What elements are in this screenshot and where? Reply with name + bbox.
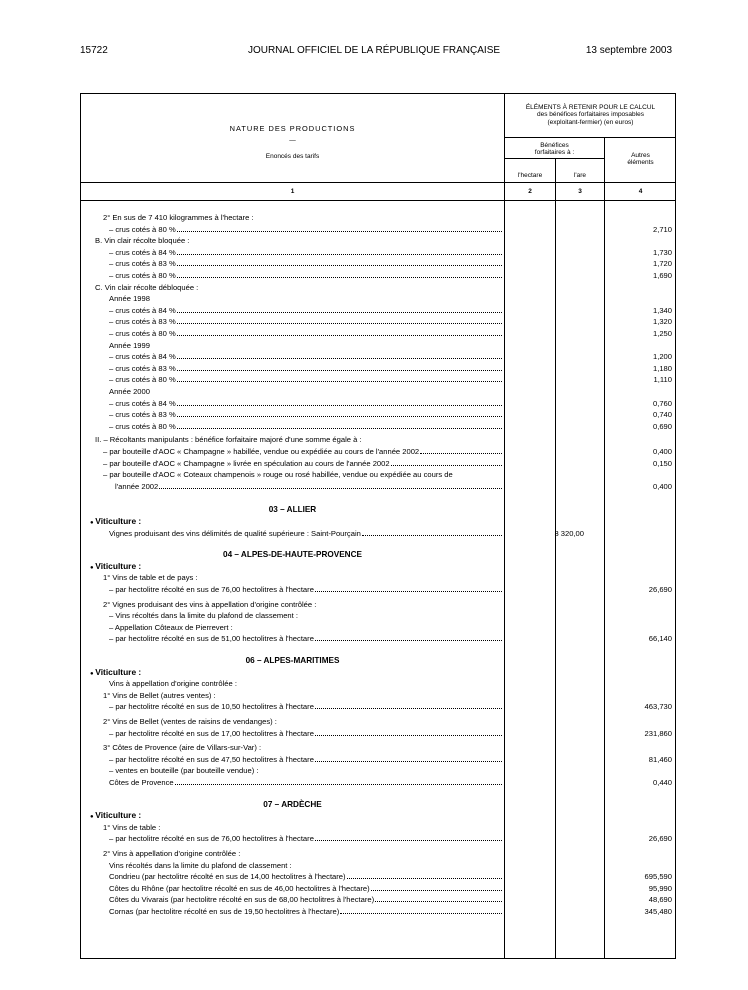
row-text: Côtes du Vivarais (par hectolitre récolté en sus de 68,00 hectolitres à l'hectare): [109, 895, 375, 905]
other-element-value: 0,760: [652, 398, 672, 408]
row-label: [109, 833, 502, 845]
row-text: B. Vin clair récolte bloquée :: [95, 236, 190, 246]
row-label: [103, 690, 521, 702]
row-label: [109, 728, 502, 740]
row-label: [109, 374, 502, 386]
column-number-1: 1: [290, 188, 295, 195]
benefices-heading: [505, 142, 604, 157]
table-row: [81, 224, 677, 236]
hectare-heading: l'hectare: [517, 172, 543, 179]
department-heading: [81, 655, 677, 667]
table-row: [81, 894, 677, 906]
row-label: [109, 386, 521, 398]
nature-heading: NATURE DES PRODUCTIONS: [229, 124, 356, 133]
table-row: [81, 871, 677, 883]
table-row: [81, 421, 677, 433]
bullet-icon: ●: [90, 520, 96, 526]
dot-leader: [177, 328, 502, 336]
row-label: [103, 848, 521, 860]
dot-leader: [175, 777, 502, 785]
journal-title: JOURNAL OFFICIEL DE LA RÉPUBLIQUE FRANÇAISE: [247, 45, 501, 56]
column-number-2: 2: [528, 188, 532, 195]
row-text: – par hectolitre récolté en sus de 10,50 hectolitres à l'hectare: [109, 702, 314, 712]
dot-leader: [347, 871, 502, 879]
other-element-value: 1,730: [652, 247, 672, 257]
enonces-heading: Enoncés des tarifs: [265, 153, 320, 160]
table-row: [81, 622, 677, 634]
row-label: [109, 316, 502, 328]
table-row: [81, 446, 677, 458]
row-text: – par bouteille d'AOC « Champagne » habillée, vendue ou expédiée au cours de l'année 2002: [103, 447, 420, 456]
tariff-table: [80, 93, 676, 959]
row-text: – crus cotés à 80 %: [109, 375, 176, 385]
row-text: 2° Vins de Bellet (ventes de raisins de vendanges) :: [103, 717, 277, 726]
table-row: [81, 860, 677, 872]
bullet-icon: ●: [90, 564, 96, 571]
publication-date: 13 septembre 2003: [585, 45, 672, 56]
table-row: [81, 678, 677, 690]
other-element-value: 0,440: [652, 778, 672, 787]
row-text: – crus cotés à 80 %: [109, 421, 176, 431]
row-label: [115, 481, 502, 493]
section-heading: [81, 561, 677, 573]
other-element-value: 463,730: [644, 702, 672, 712]
row-text: – Appellation Côteaux de Pierrevert :: [109, 622, 233, 632]
row-text: l'année 2002: [115, 481, 159, 491]
row-label: [103, 469, 521, 481]
row-label: [109, 610, 521, 622]
other-element-value: 0,690: [652, 421, 672, 431]
table-row: [81, 235, 677, 247]
dot-leader: [177, 398, 502, 406]
row-label: [109, 860, 521, 872]
row-label: [109, 247, 502, 259]
table-row: [81, 906, 677, 918]
dot-leader: [177, 316, 502, 324]
department-title: 06 – ALPES-MARITIMES: [245, 656, 340, 665]
row-label: [103, 599, 521, 611]
row-text: Année 1998: [109, 294, 150, 304]
row-label: [103, 716, 521, 728]
dot-leader: [315, 833, 502, 841]
other-element-value: 95,990: [648, 883, 672, 893]
table-row: [81, 883, 677, 895]
row-label: [109, 328, 502, 340]
row-text: – crus cotés à 84 %: [109, 352, 176, 362]
row-label: [109, 765, 521, 777]
other-element-value: 1,320: [652, 317, 672, 327]
column-number-4: 4: [638, 188, 643, 195]
row-label: [109, 883, 502, 895]
row-label: [109, 622, 521, 634]
other-element-value: 231,860: [644, 728, 672, 738]
heading-dash: —: [289, 137, 296, 144]
dot-leader: [159, 481, 502, 489]
row-text: II. – Récoltants manipulants : bénéfice forfaitaire majoré d'une somme égale à :: [95, 435, 362, 445]
header-rule: [504, 158, 604, 159]
row-text: – par hectolitre récolté en sus de 51,00 hectolitres à l'hectare: [109, 634, 314, 644]
row-label: [109, 871, 502, 883]
dot-leader: [371, 883, 502, 891]
row-text: – crus cotés à 84 %: [109, 305, 176, 315]
row-text: – par hectolitre récolté en sus de 17,00 hectolitres à l'hectare: [109, 728, 314, 738]
row-text: – Vins récoltés dans la limite du plafond de classement :: [109, 611, 298, 621]
bullet-icon: ●: [90, 814, 96, 821]
section-heading: [81, 810, 677, 822]
row-text: 1° Vins de table :: [103, 822, 161, 832]
row-label: [109, 777, 502, 789]
row-text: Année 2000: [109, 387, 150, 396]
other-element-value: 1,340: [652, 305, 672, 315]
dot-leader: [177, 421, 502, 429]
row-label: [109, 701, 502, 713]
other-element-value: 0,400: [652, 481, 672, 491]
section-heading: [81, 516, 677, 528]
dot-leader: [315, 701, 502, 709]
row-label: [103, 742, 521, 754]
header-rule: [504, 137, 676, 138]
dot-leader: [315, 728, 502, 736]
row-text: Vins à appellation d'origine contrôlée :: [109, 679, 237, 689]
dot-leader: [177, 363, 502, 371]
table-row: [81, 777, 677, 789]
other-element-value: 26,690: [648, 585, 672, 594]
table-row: [81, 293, 677, 305]
other-element-value: 26,690: [648, 834, 672, 844]
dot-leader: [177, 258, 502, 266]
dot-leader: [177, 270, 502, 278]
row-text: – crus cotés à 83 %: [109, 410, 176, 420]
dot-leader: [315, 584, 502, 592]
table-row: [81, 528, 677, 540]
table-row: [81, 351, 677, 363]
row-label: [109, 678, 521, 690]
table-row: [81, 481, 677, 493]
row-text: Année 1999: [109, 340, 150, 350]
dot-leader: [315, 633, 502, 641]
row-label: [109, 409, 502, 421]
row-text: Vins récoltés dans la limite du plafond de classement :: [109, 860, 292, 870]
row-label: [109, 584, 502, 596]
row-text: 2° Vignes produisant des vins à appellation d'origine contrôlée :: [103, 599, 317, 609]
row-text: – crus cotés à 80 %: [109, 224, 176, 234]
table-row: [81, 270, 677, 282]
row-text: 2° En sus de 7 410 kilogrammes à l'hectare :: [103, 213, 254, 222]
row-text: – crus cotés à 84 %: [109, 398, 176, 408]
other-element-value: 1,250: [652, 329, 672, 338]
hectare-value: 3 320,00: [554, 528, 584, 538]
row-label: [103, 446, 502, 458]
row-label: [109, 363, 502, 375]
row-label: [109, 398, 502, 410]
row-label: [95, 434, 521, 446]
row-label: [109, 906, 502, 918]
table-row: [81, 633, 677, 645]
other-element-value: 0,150: [652, 458, 672, 468]
department-heading: [81, 504, 677, 516]
section-heading: [81, 667, 677, 679]
row-text: Côtes du Rhône (par hectolitre récolté en sus de 46,00 hectolitres à l'hectare): [109, 883, 370, 893]
dot-leader: [177, 374, 502, 382]
page-number: 15722: [80, 45, 108, 56]
section-label: Viticulture :: [95, 560, 142, 571]
table-row: [81, 822, 677, 834]
table-row: [81, 690, 677, 702]
row-label: [95, 282, 521, 294]
row-text: Vignes produisant des vins délimités de qualité supérieure : Saint-Pourçain: [109, 528, 361, 538]
row-text: Côtes de Provence: [109, 778, 174, 787]
header-rule: [81, 200, 676, 201]
row-text: – par hectolitre récolté en sus de 47,50 hectolitres à l'hectare: [109, 754, 314, 764]
table-row: [81, 305, 677, 317]
row-text: – crus cotés à 84 %: [109, 247, 176, 257]
table-row: [81, 584, 677, 596]
table-row: [81, 398, 677, 410]
department-title: 04 – ALPES-DE-HAUTE-PROVENCE: [223, 550, 362, 560]
table-row: [81, 610, 677, 622]
row-text: C. Vin clair récolte débloquée :: [95, 282, 199, 292]
row-label: [109, 224, 502, 236]
autres-heading-line: Autres: [631, 152, 650, 159]
department-title: 07 – ARDÈCHE: [263, 799, 322, 809]
other-element-value: 66,140: [648, 634, 672, 644]
other-element-value: 1,690: [652, 271, 672, 280]
other-element-value: 2,710: [652, 224, 672, 234]
dot-leader: [177, 247, 502, 255]
row-label: [109, 258, 502, 270]
dot-leader: [340, 906, 502, 914]
row-text: Condrieu (par hectolitre récolté en sus de 14,00 hectolitres à l'hectare): [109, 872, 346, 882]
elements-heading: [505, 104, 676, 126]
other-element-value: 1,110: [653, 375, 672, 385]
table-row: [81, 247, 677, 259]
dot-leader: [315, 754, 502, 762]
table-row: [81, 374, 677, 386]
row-label: [103, 212, 521, 224]
table-row: [81, 258, 677, 270]
row-label: [109, 351, 502, 363]
row-label: [109, 633, 502, 645]
other-element-value: 81,460: [648, 754, 672, 764]
row-label: [103, 572, 521, 584]
other-element-value: 345,480: [644, 907, 672, 916]
row-text: 1° Vins de table et de pays :: [103, 573, 198, 583]
other-element-value: 0,740: [652, 410, 672, 420]
table-row: [81, 742, 677, 754]
table-row: [81, 765, 677, 777]
dot-leader: [391, 458, 502, 466]
elements-heading-line: des bénéfices forfaitaires imposables: [537, 111, 644, 119]
table-row: [81, 328, 677, 340]
other-element-value: 1,200: [652, 352, 672, 362]
row-label: [109, 528, 502, 540]
dot-leader: [177, 351, 502, 359]
benefices-heading-line: Bénéfices: [540, 142, 569, 149]
row-label: [109, 293, 521, 305]
table-row: [81, 409, 677, 421]
table-row: [81, 458, 677, 470]
row-text: 1° Vins de Bellet (autres ventes) :: [103, 690, 216, 700]
dot-leader: [177, 224, 502, 232]
bullet-icon: ●: [90, 670, 96, 677]
row-label: [109, 305, 502, 317]
row-text: – crus cotés à 80 %: [109, 271, 176, 280]
table-row: [81, 728, 677, 740]
row-text: Cornas (par hectolitre récolté en sus de 19,50 hectolitres à l'hectare): [109, 907, 340, 916]
section-label: Viticulture :: [95, 516, 142, 526]
table-row: [81, 572, 677, 584]
table-row: [81, 316, 677, 328]
dot-leader: [177, 305, 502, 313]
table-row: [81, 434, 677, 446]
table-row: [81, 599, 677, 611]
autres-heading-line: éléments: [627, 159, 654, 167]
other-element-value: 48,690: [648, 895, 672, 905]
dot-leader: [420, 446, 502, 454]
benefices-heading-line: forfaitaires à :: [534, 149, 575, 157]
table-row: [81, 716, 677, 728]
department-heading: [81, 799, 677, 811]
row-label: [103, 458, 502, 470]
autres-heading: [605, 152, 676, 167]
department-title: 03 – ALLIER: [268, 505, 317, 515]
row-text: – crus cotés à 83 %: [109, 259, 176, 269]
column-number-3: 3: [578, 188, 582, 195]
row-label: [109, 270, 502, 282]
row-label: [109, 894, 502, 906]
table-row: [81, 386, 677, 398]
department-heading: [81, 549, 677, 561]
header-rule: [81, 182, 676, 183]
table-row: [81, 340, 677, 352]
row-text: – par hectolitre récolté en sus de 76,00 hectolitres à l'hectare: [109, 585, 314, 594]
row-label: [95, 235, 521, 247]
section-label: Viticulture :: [95, 666, 142, 677]
elements-heading-line: ÉLÉMENTS À RETENIR POUR LE CALCUL: [525, 104, 656, 111]
table-row: [81, 833, 677, 845]
other-element-value: 1,180: [652, 363, 672, 373]
row-label: [109, 421, 502, 433]
row-text: – par bouteille d'AOC « Coteaux champenois » rouge ou rosé habillée, vendue ou expédiée au cours de: [103, 470, 453, 480]
dot-leader: [362, 528, 502, 536]
dot-leader: [375, 894, 502, 902]
table-row: [81, 754, 677, 766]
other-element-value: 0,400: [652, 447, 672, 456]
table-row: [81, 469, 677, 481]
table-row: [81, 848, 677, 860]
row-text: – par hectolitre récolté en sus de 76,00 hectolitres à l'hectare: [109, 834, 314, 844]
row-label: [109, 340, 521, 352]
row-text: 3° Côtes de Provence (aire de Villars-sur-Var) :: [103, 743, 262, 753]
row-label: [103, 822, 521, 834]
section-label: Viticulture :: [95, 810, 142, 821]
row-text: – crus cotés à 83 %: [109, 363, 176, 373]
row-text: – ventes en bouteille (par bouteille vendue) :: [109, 766, 259, 776]
row-text: 2° Vins à appellation d'origine contrôlée :: [103, 849, 241, 858]
row-text: – crus cotés à 83 %: [109, 317, 176, 327]
other-element-value: 1,720: [652, 259, 672, 269]
table-row: [81, 363, 677, 375]
table-row: [81, 212, 677, 224]
other-element-value: 695,590: [644, 872, 672, 882]
row-text: – crus cotés à 80 %: [109, 329, 176, 338]
table-row: [81, 282, 677, 294]
are-heading: l'are: [573, 172, 587, 179]
table-row: [81, 701, 677, 713]
elements-heading-line: (exploitant-fermier) (en euros): [547, 118, 634, 126]
dot-leader: [177, 409, 502, 417]
row-text: – par bouteille d'AOC « Champagne » livrée en spéculation au cours de l'année 2002: [103, 458, 390, 468]
row-label: [109, 754, 502, 766]
